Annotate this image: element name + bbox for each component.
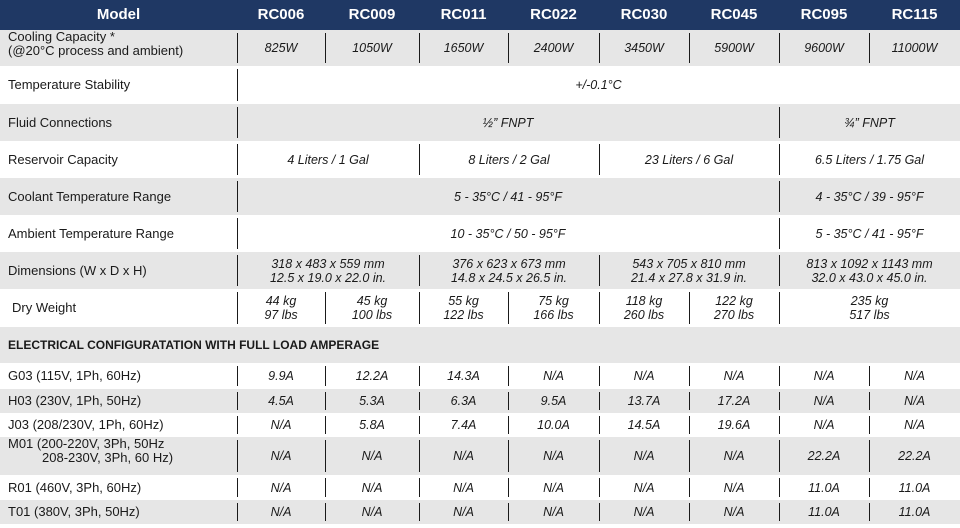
cell-divider [419, 503, 420, 521]
cell-divider [779, 33, 780, 63]
cell-divider [599, 366, 600, 386]
model-rc045-header: RC045 [710, 6, 758, 23]
dimensions-value-line2: 12.5 x 19.0 x 22.0 in. [269, 270, 387, 285]
fluid-connections-label: Fluid Connections [8, 114, 113, 130]
dimensions-value-line2: 32.0 x 43.0 x 45.0 in. [811, 270, 928, 285]
cell-divider [419, 255, 420, 286]
cell-divider [689, 292, 690, 324]
full-load-amperage: N/A [723, 369, 745, 383]
ambient-temperature-range-label: Ambient Temperature Range [8, 225, 174, 241]
electrical-config-label-line1: M01 (200-220V, 3Ph, 50Hz [8, 437, 165, 451]
model-rc115-header: RC115 [891, 6, 938, 23]
model-rc009-header: RC009 [348, 6, 396, 23]
cell-divider [779, 255, 780, 286]
cell-divider [325, 503, 326, 521]
cell-divider [237, 218, 238, 249]
reservoir-capacity-value: 6.5 Liters / 1.75 Gal [814, 152, 925, 167]
ambient-temperature-range-value: 5 - 35°C / 41 - 95°F [815, 226, 924, 241]
full-load-amperage: 11.0A [808, 505, 840, 519]
dimensions-value-line2: 21.4 x 27.8 x 31.9 in. [630, 270, 748, 285]
full-load-amperage: N/A [633, 505, 655, 519]
model-rc095-header: RC095 [800, 6, 848, 23]
cell-divider [237, 292, 238, 324]
cell-divider [689, 440, 690, 472]
cell-divider [419, 440, 420, 472]
reservoir-capacity-label: Reservoir Capacity [8, 151, 118, 167]
dry-weight-value-line2: 260 lbs [623, 308, 665, 322]
temperature-stability-label: Temperature Stability [8, 77, 131, 92]
cell-divider [419, 392, 420, 410]
dimensions-value [419, 252, 599, 289]
full-load-amperage: 7.4A [450, 418, 477, 432]
dimensions-value-line1: 813 x 1092 x 1143 mm [806, 256, 933, 271]
full-load-amperage: N/A [723, 449, 745, 463]
dimensions-value-line1: 318 x 483 x 559 mm [271, 256, 385, 271]
cell-divider [237, 478, 238, 497]
dry-weight-value [419, 289, 508, 327]
reservoir-capacity-value: 23 Liters / 6 Gal [644, 152, 734, 167]
full-load-amperage: N/A [453, 480, 474, 495]
cooling-capacity-value: 3450W [624, 41, 664, 55]
cell-divider [419, 292, 420, 324]
full-load-amperage: N/A [904, 369, 925, 383]
dry-weight-value [325, 289, 419, 327]
full-load-amperage: 17.2A [717, 394, 751, 408]
full-load-amperage: N/A [633, 449, 655, 463]
full-load-amperage: 19.6A [717, 418, 751, 432]
full-load-amperage: N/A [813, 394, 835, 408]
electrical-config-label: T01 (380V, 3Ph, 50Hz) [8, 504, 140, 519]
cooling-capacity-value: 2400W [533, 41, 574, 55]
cell-divider [237, 69, 238, 101]
cell-divider [599, 33, 600, 63]
full-load-amperage: N/A [633, 480, 655, 495]
full-load-amperage: 22.2A [898, 449, 931, 463]
full-load-amperage: 13.7A [627, 394, 661, 408]
coolant-temperature-range-value: 5 - 35°C / 41 - 95°F [454, 189, 562, 204]
full-load-amperage: 9.9A [268, 369, 294, 383]
cell-divider [237, 440, 238, 472]
cooling-capacity-label-line2: (@20°C process and ambient) [8, 43, 184, 58]
cell-divider [599, 144, 600, 175]
full-load-amperage: 6.3A [450, 394, 477, 408]
cell-divider [237, 144, 238, 175]
cooling-capacity-value: 11000W [891, 41, 938, 55]
model-rc022-header: RC022 [530, 6, 577, 23]
dry-weight-value-line1: 118 kg [625, 294, 663, 308]
dry-weight-value-line2: 97 lbs [264, 308, 298, 322]
full-load-amperage: N/A [361, 505, 383, 519]
cell-divider [779, 503, 780, 521]
fluid-connections-value: ¾” FNPT [844, 115, 895, 130]
cell-divider [508, 440, 509, 472]
reservoir-capacity-value: 4 Liters / 1 Gal [287, 152, 369, 167]
dimensions-label: Dimensions (W x D x H) [8, 262, 147, 278]
cell-divider [599, 292, 600, 324]
full-load-amperage: 11.0A [808, 480, 840, 495]
dry-weight-value-line2: 100 lbs [351, 308, 393, 322]
cell-divider [419, 33, 420, 63]
cell-divider [237, 107, 238, 138]
cell-divider [779, 416, 780, 434]
full-load-amperage: N/A [270, 418, 292, 432]
cell-divider [508, 416, 509, 434]
dimensions-value [237, 252, 419, 289]
cell-divider [869, 366, 870, 386]
cell-divider [325, 440, 326, 472]
full-load-amperage: 14.3A [447, 369, 480, 383]
cell-divider [869, 416, 870, 434]
dry-weight-value [689, 289, 779, 327]
electrical-config-label: H03 (230V, 1Ph, 50Hz) [8, 393, 142, 408]
electrical-config-label: G03 (115V, 1Ph, 60Hz) [8, 368, 141, 383]
cell-divider [779, 181, 780, 212]
cell-divider [779, 144, 780, 175]
cell-divider [689, 366, 690, 386]
full-load-amperage: 11.0A [898, 480, 931, 495]
dimensions-value [779, 252, 960, 289]
full-load-amperage: 10.0A [537, 418, 570, 432]
coolant-temperature-range-label: Coolant Temperature Range [8, 188, 172, 204]
cell-divider [869, 392, 870, 410]
model-rc011-header: RC011 [440, 6, 487, 23]
full-load-amperage: 9.5A [540, 394, 567, 408]
dry-weight-label: Dry Weight [12, 300, 77, 315]
cell-divider [419, 416, 420, 434]
cell-divider [237, 33, 238, 63]
full-load-amperage: 22.2A [807, 449, 841, 463]
cell-divider [689, 392, 690, 410]
dry-weight-value [237, 289, 325, 327]
cell-divider [869, 503, 870, 521]
full-load-amperage: N/A [633, 369, 655, 383]
dry-weight-value-line2: 166 lbs [533, 308, 574, 322]
cell-divider [325, 478, 326, 497]
full-load-amperage: 14.5A [627, 418, 661, 432]
cell-divider [689, 478, 690, 497]
cooling-capacity-value: 1050W [352, 41, 392, 55]
full-load-amperage: 5.8A [359, 418, 385, 432]
cell-divider [237, 255, 238, 286]
reservoir-capacity-value: 8 Liters / 2 Gal [468, 152, 550, 167]
cell-divider [599, 255, 600, 286]
electrical-section-title: ELECTRICAL CONFIGURATATION WITH FULL LOAD AMPERAGE [8, 338, 380, 352]
cell-divider [508, 503, 509, 521]
dimensions-value-line1: 376 x 623 x 673 mm [452, 256, 566, 271]
electrical-config-label-line2: 208-230V, 3Ph, 60 Hz) [42, 450, 174, 465]
cell-divider [869, 33, 870, 63]
dimensions-value-line2: 14.8 x 24.5 x 26.5 in. [450, 270, 568, 285]
cell-divider [599, 392, 600, 410]
fluid-connections-value: ½” FNPT [482, 115, 534, 130]
full-load-amperage: N/A [543, 449, 564, 463]
cell-divider [779, 478, 780, 497]
dry-weight-value-line1: 44 kg [265, 294, 297, 308]
cell-divider [599, 503, 600, 521]
full-load-amperage: N/A [813, 369, 835, 383]
full-load-amperage: N/A [270, 449, 292, 463]
full-load-amperage: N/A [361, 449, 383, 463]
cell-divider [599, 440, 600, 472]
cell-divider [689, 416, 690, 434]
cell-divider [779, 292, 780, 324]
full-load-amperage: N/A [813, 418, 835, 432]
cell-divider [325, 292, 326, 324]
cell-divider [325, 366, 326, 386]
cell-divider [508, 33, 509, 63]
cell-divider [689, 503, 690, 521]
cooling-capacity-value: 5900W [714, 41, 754, 55]
cooling-capacity-value: 9600W [804, 41, 844, 55]
cell-divider [419, 478, 420, 497]
full-load-amperage: N/A [543, 505, 564, 519]
dry-weight-value-line1: 55 kg [448, 294, 479, 308]
dry-weight-value-line1: 75 kg [538, 294, 569, 308]
cell-divider [599, 478, 600, 497]
cooling-capacity-value: 825W [264, 41, 298, 55]
cell-divider [689, 33, 690, 63]
electrical-config-label [0, 437, 237, 475]
cell-divider [325, 33, 326, 63]
cell-divider [869, 440, 870, 472]
cell-divider [237, 503, 238, 521]
full-load-amperage: N/A [723, 505, 745, 519]
cooling-capacity-label-line1: Cooling Capacity * [8, 30, 115, 44]
cooling-capacity-label [0, 30, 237, 66]
cell-divider [508, 292, 509, 324]
cell-divider [779, 440, 780, 472]
cell-divider [325, 416, 326, 434]
cell-divider [325, 392, 326, 410]
full-load-amperage: N/A [453, 505, 474, 519]
dry-weight-value-line1: 122 kg [715, 294, 753, 308]
temperature-stability-value: +/-0.1°C [575, 78, 622, 92]
full-load-amperage: N/A [270, 505, 292, 519]
dry-weight-value [508, 289, 599, 327]
cell-divider [599, 416, 600, 434]
full-load-amperage: N/A [270, 480, 292, 495]
cell-divider [237, 392, 238, 410]
dry-weight-value-line1: 235 kg [850, 294, 889, 308]
full-load-amperage: N/A [723, 480, 745, 495]
full-load-amperage: N/A [904, 394, 925, 408]
dry-weight-value-line2: 270 lbs [713, 308, 755, 322]
full-load-amperage: 11.0A [898, 505, 931, 519]
cell-divider [508, 366, 509, 386]
full-load-amperage: N/A [361, 480, 383, 495]
full-load-amperage: 5.3A [359, 394, 385, 408]
dry-weight-value-line2: 517 lbs [849, 308, 890, 322]
model-header: Model [96, 6, 141, 23]
full-load-amperage: N/A [904, 418, 925, 432]
cell-divider [779, 392, 780, 410]
dimensions-value-line1: 543 x 705 x 810 mm [632, 256, 746, 271]
dry-weight-value [599, 289, 689, 327]
cell-divider [237, 366, 238, 386]
cell-divider [779, 107, 780, 138]
dimensions-value [599, 252, 779, 289]
model-rc030-header: RC030 [620, 6, 668, 23]
full-load-amperage: N/A [543, 369, 564, 383]
cell-divider [237, 416, 238, 434]
cell-divider [779, 366, 780, 386]
cell-divider [419, 144, 420, 175]
dry-weight-value-line1: 45 kg [356, 294, 388, 308]
dry-weight-value-line2: 122 lbs [443, 308, 484, 322]
cell-divider [779, 218, 780, 249]
full-load-amperage: 12.2A [355, 369, 389, 383]
ambient-temperature-range-value: 10 - 35°C / 50 - 95°F [450, 226, 566, 241]
cell-divider [508, 392, 509, 410]
model-rc006-header: RC006 [257, 6, 305, 23]
cell-divider [237, 181, 238, 212]
dry-weight-value [779, 289, 960, 327]
full-load-amperage: N/A [453, 449, 474, 463]
cell-divider [419, 366, 420, 386]
electrical-config-label: R01 (460V, 3Ph, 60Hz) [8, 479, 142, 495]
cell-divider [869, 478, 870, 497]
cooling-capacity-value: 1650W [443, 41, 484, 55]
full-load-amperage: 4.5A [268, 394, 294, 408]
coolant-temperature-range-value: 4 - 35°C / 39 - 95°F [815, 189, 924, 204]
cell-divider [508, 478, 509, 497]
electrical-config-label: J03 (208/230V, 1Ph, 60Hz) [8, 417, 164, 432]
full-load-amperage: N/A [543, 480, 564, 495]
